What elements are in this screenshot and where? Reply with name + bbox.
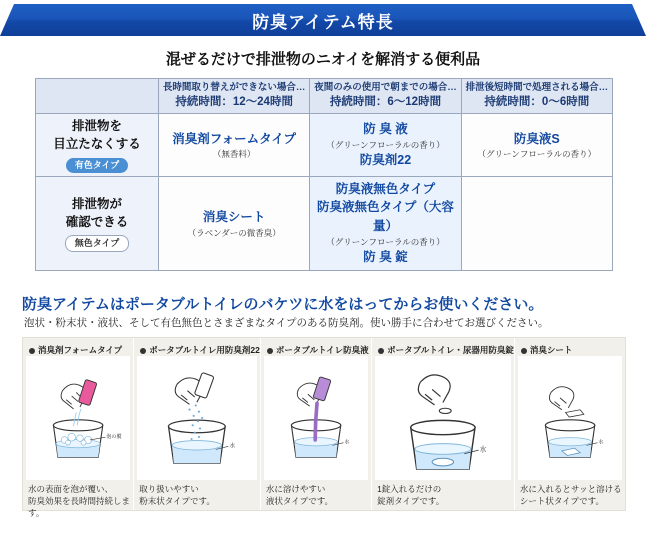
cell-r2c1-sub: （ラベンダーの微香臭） bbox=[187, 227, 281, 238]
table-corner-cell bbox=[36, 79, 159, 114]
header-small-3: 排泄後短時間で処理される場合… bbox=[465, 82, 609, 93]
table-row bbox=[36, 176, 613, 270]
page-header-banner bbox=[0, 4, 646, 36]
column-heading-2 bbox=[140, 344, 260, 356]
bullet-dot-icon bbox=[521, 348, 527, 354]
bullet-dot-icon bbox=[140, 348, 146, 354]
cell-r1c2-main2: 防臭剤22 bbox=[359, 153, 412, 168]
row-badge-colored: 有色タイプ bbox=[66, 158, 129, 173]
banner-corner-left bbox=[0, 4, 14, 36]
header-big-3: 持続時間：0〜6時間 bbox=[484, 95, 590, 108]
subtitle: 混ぜるだけで排泄物のニオイを解消する便利品 bbox=[165, 51, 481, 68]
column-heading-3 bbox=[267, 344, 371, 356]
header-big-2: 持続時間：6〜12時間 bbox=[329, 95, 442, 108]
row-label-text-2: 排泄物が 確認できる bbox=[65, 196, 129, 229]
cell-r2c1 bbox=[159, 176, 310, 270]
column-caption-2: 取り扱いやすい 粉末状タイプです。 bbox=[139, 484, 215, 506]
illustration-column-2 bbox=[133, 338, 260, 510]
header-small-2: 夜間のみの使用で朝までの場合… bbox=[314, 82, 457, 93]
bullet-dot-icon bbox=[29, 348, 35, 354]
column-heading-4-text: ポータブルトイレ・尿器用防臭錠 bbox=[387, 345, 514, 355]
cell-r1c2-sub: （グリーンフローラルの香り） bbox=[326, 140, 445, 151]
illustration-column-3 bbox=[260, 338, 371, 510]
tablet-type-illustration bbox=[375, 356, 511, 480]
sheet-type-illustration bbox=[518, 356, 622, 480]
table-header-row bbox=[36, 79, 613, 114]
header-big-1: 持続時間：12〜24時間 bbox=[175, 95, 293, 108]
cell-r2c3 bbox=[461, 176, 612, 270]
table-header-col-2 bbox=[310, 79, 461, 114]
note-label-1: 泡の膜 bbox=[106, 434, 122, 441]
note-label-4: 水 bbox=[479, 446, 487, 454]
banner-corner-right bbox=[632, 4, 646, 36]
product-comparison-table bbox=[35, 78, 613, 271]
table-row bbox=[36, 114, 613, 176]
illustration-column-1 bbox=[23, 338, 133, 518]
cell-r2c2-main2: 防臭液無色タイプ（大容量） bbox=[317, 200, 454, 234]
illustration-art-5 bbox=[518, 356, 622, 480]
column-caption-3: 水に溶けやすい 液状タイプです。 bbox=[265, 484, 334, 506]
illustration-column-4 bbox=[371, 338, 514, 510]
cell-r2c2-main: 防臭液無色タイプ bbox=[335, 181, 436, 196]
column-heading-5 bbox=[521, 344, 625, 356]
page-title: 防臭アイテム特長 bbox=[252, 12, 394, 32]
row-label-colorless bbox=[36, 176, 159, 270]
note-label-5: 水 bbox=[598, 439, 604, 446]
foam-type-illustration bbox=[26, 356, 130, 480]
cell-r1c3 bbox=[461, 114, 612, 176]
row-label-text-1: 排泄物を 目立たなくする bbox=[53, 119, 141, 152]
cell-r1c1-sub: （無香料） bbox=[212, 149, 256, 160]
illustration-art-4 bbox=[375, 356, 511, 480]
cell-r2c1-main: 消臭シート bbox=[202, 209, 266, 224]
table-header-col-3 bbox=[461, 79, 612, 114]
column-heading-1-text: 消臭剤フォームタイプ bbox=[38, 345, 123, 355]
cell-r2c2-main3: 防 臭 錠 bbox=[363, 249, 408, 264]
column-heading-5-text: 消臭シート bbox=[529, 345, 573, 355]
illustration-column-5 bbox=[514, 338, 625, 510]
liquid-type-illustration bbox=[264, 356, 368, 480]
cell-r1c2 bbox=[310, 114, 461, 176]
row-badge-colorless: 無色タイプ bbox=[65, 235, 130, 252]
illustration-panel bbox=[22, 337, 626, 518]
column-caption-1: 水の表面を泡が覆い、 防臭効果を長時間持続します。 bbox=[28, 484, 131, 518]
cell-r1c3-main: 防臭液S bbox=[513, 131, 560, 146]
illustration-art-1 bbox=[26, 356, 130, 480]
cell-r1c1 bbox=[159, 114, 310, 176]
table-header-col-1 bbox=[159, 79, 310, 114]
section2-description: 泡状・粉末状・液状、そして有色無色とさまざまなタイプのある防臭剤。使い勝手に合わせてお選びください。 bbox=[24, 317, 549, 329]
powder-type-illustration bbox=[137, 356, 257, 480]
cell-r1c3-sub: （グリーンフローラルの香り） bbox=[477, 149, 597, 160]
note-label-3: 水 bbox=[344, 439, 350, 446]
cell-r2c2 bbox=[310, 176, 461, 270]
column-heading-1 bbox=[29, 344, 133, 356]
row-label-colored bbox=[36, 114, 159, 176]
column-heading-3-text: ポータブルトイレ防臭液 bbox=[275, 345, 369, 355]
cell-r1c2-main: 防 臭 液 bbox=[363, 122, 408, 137]
section2-title: 防臭アイテムはポータブルトイレのバケツに水をはってからお使いください。 bbox=[22, 296, 544, 313]
bullet-dot-icon bbox=[267, 348, 273, 354]
column-caption-5: 水に入れるとサッと溶ける シート状タイプです。 bbox=[519, 484, 622, 506]
header-small-1: 長時間取り替えができない場合… bbox=[162, 82, 306, 93]
note-label-2: 水 bbox=[229, 443, 236, 450]
bullet-dot-icon bbox=[378, 348, 384, 354]
column-heading-4 bbox=[378, 344, 514, 356]
column-caption-4: 1錠入れるだけの 錠剤タイプです。 bbox=[377, 484, 445, 506]
illustration-art-2 bbox=[137, 356, 257, 480]
cell-r1c1-main: 消臭剤フォームタイプ bbox=[172, 131, 297, 146]
column-heading-2-text: ポータブルトイレ用防臭剤22 bbox=[149, 345, 260, 355]
illustration-art-3 bbox=[264, 356, 368, 480]
cell-r2c2-sub: （グリーンフローラルの香り） bbox=[326, 236, 445, 247]
